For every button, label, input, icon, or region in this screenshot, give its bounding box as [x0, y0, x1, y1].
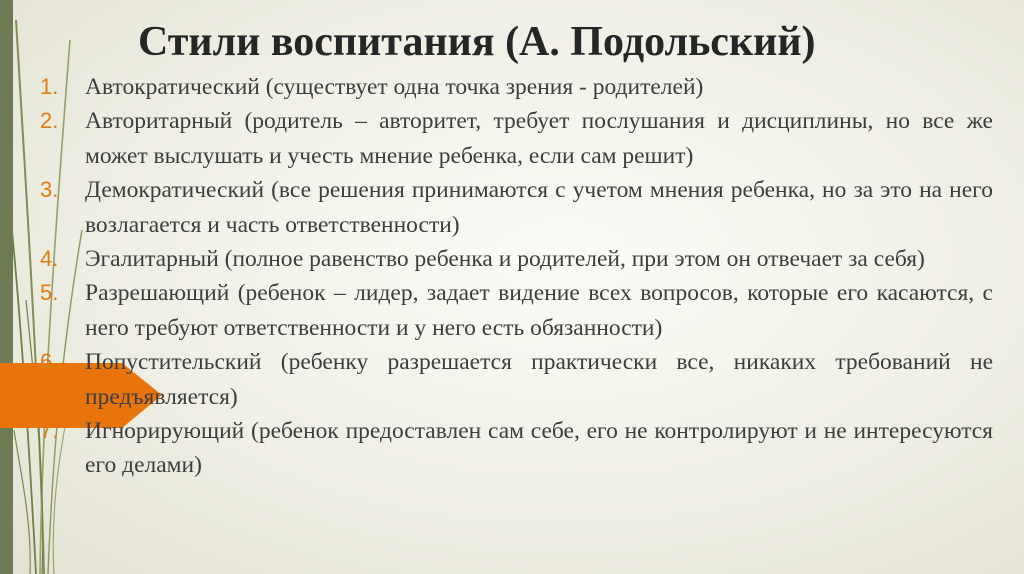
- item-text: Игнорирующий (ребенок предоставлен сам себе, его не контролируют и не интересуются его делами): [85, 418, 993, 479]
- item-text: Разрешающий (ребенок – лидер, задает видение всех вопросов, которые его касаются, с него требуют ответственности и у него есть обязанности): [85, 280, 993, 341]
- list-item: [40, 414, 993, 483]
- item-text: Автократический (существует одна точка зрения - родителей): [85, 74, 704, 100]
- item-text: Авторитарный (родитель – авторитет, требует послушания и дисциплины, но все же может выслушать и учесть мнение ребенка, если сам решит): [85, 108, 993, 169]
- item-number: 5.: [40, 280, 59, 306]
- item-text: Попустительский (ребенку разрешается практически все, никаких требований не предъявляется): [85, 349, 993, 410]
- item-number: 2.: [40, 108, 59, 134]
- list-item: [40, 242, 993, 276]
- list-item: [40, 276, 993, 345]
- item-number: 4.: [40, 246, 59, 272]
- list-item: [40, 70, 993, 104]
- item-number: 3.: [40, 177, 59, 203]
- list-item: [40, 104, 993, 173]
- list-item: [40, 345, 993, 414]
- list-item: [40, 173, 993, 242]
- item-number: 6.: [40, 349, 59, 375]
- parenting-styles-list: [40, 70, 993, 483]
- item-text: Эгалитарный (полное равенство ребенка и родителей, при этом он отвечает за себя): [85, 246, 925, 273]
- item-number: 7.: [40, 418, 59, 444]
- item-number: 1.: [40, 74, 59, 99]
- slide-title: Стили воспитания (А. Подольский): [138, 19, 816, 65]
- item-text: Демократический (все решения принимаются с учетом мнения ребенка, но за это на него возлагается и часть ответственности): [85, 177, 993, 238]
